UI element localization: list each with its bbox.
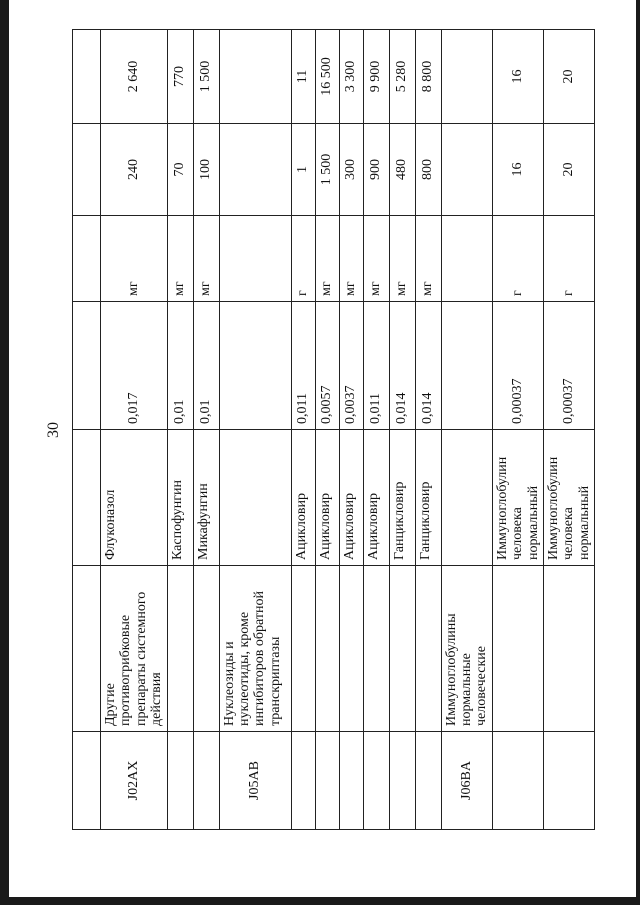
cell-dose: 16 bbox=[492, 124, 543, 216]
cell-atc bbox=[73, 732, 101, 830]
cell-ddd: 0,017 bbox=[101, 302, 168, 430]
cell-atc: J05AB bbox=[219, 732, 291, 830]
cell-unit: мг bbox=[167, 216, 193, 302]
cell-dose: 70 bbox=[167, 124, 193, 216]
table-row bbox=[193, 30, 219, 830]
cell-atc bbox=[389, 732, 415, 830]
cell-group bbox=[543, 566, 594, 732]
scan-edge-right bbox=[636, 0, 640, 905]
cell-dose: 800 bbox=[415, 124, 441, 216]
cell-ddd: 0,00037 bbox=[543, 302, 594, 430]
cell-group bbox=[73, 566, 101, 732]
cell-unit: мг bbox=[101, 216, 168, 302]
cell-ddd: 0,011 bbox=[291, 302, 315, 430]
cell-amount: 1 500 bbox=[193, 30, 219, 124]
cell-unit bbox=[219, 216, 291, 302]
cell-amount: 16 bbox=[492, 30, 543, 124]
cell-group bbox=[315, 566, 339, 732]
cell-unit bbox=[73, 216, 101, 302]
cell-amount: 3 300 bbox=[339, 30, 363, 124]
table-row bbox=[219, 30, 291, 830]
cell-ddd bbox=[73, 302, 101, 430]
cell-unit: г bbox=[543, 216, 594, 302]
table-row bbox=[73, 30, 101, 830]
cell-atc: J06BA bbox=[441, 732, 492, 830]
cell-unit: мг bbox=[363, 216, 389, 302]
cell-amount: 16 500 bbox=[315, 30, 339, 124]
cell-drug bbox=[219, 430, 291, 566]
cell-drug: Иммуноглобулин человека нормальный bbox=[543, 430, 594, 566]
cell-unit: мг bbox=[415, 216, 441, 302]
cell-ddd: 0,01 bbox=[167, 302, 193, 430]
cell-atc bbox=[291, 732, 315, 830]
cell-drug bbox=[73, 430, 101, 566]
cell-dose: 1 500 bbox=[315, 124, 339, 216]
cell-drug: Ацикловир bbox=[339, 430, 363, 566]
table-row bbox=[363, 30, 389, 830]
cell-ddd: 0,014 bbox=[415, 302, 441, 430]
cell-atc bbox=[415, 732, 441, 830]
cell-group bbox=[415, 566, 441, 732]
cell-group: Иммуноглобулины нормальные человеческие bbox=[441, 566, 492, 732]
cell-atc bbox=[543, 732, 594, 830]
cell-group bbox=[492, 566, 543, 732]
cell-group bbox=[389, 566, 415, 732]
table-row bbox=[389, 30, 415, 830]
cell-dose bbox=[441, 124, 492, 216]
table-row bbox=[415, 30, 441, 830]
table-row bbox=[441, 30, 492, 830]
cell-dose: 1 bbox=[291, 124, 315, 216]
table-row bbox=[492, 30, 543, 830]
cell-atc bbox=[193, 732, 219, 830]
cell-amount: 2 640 bbox=[101, 30, 168, 124]
cell-unit: мг bbox=[193, 216, 219, 302]
cell-drug: Флуконазол bbox=[101, 430, 168, 566]
cell-group: Нуклеозиды и нуклеотиды, кроме ингибиторов обратной транскриптазы bbox=[219, 566, 291, 732]
table-row bbox=[315, 30, 339, 830]
drug-table-container bbox=[72, 30, 592, 830]
cell-group bbox=[291, 566, 315, 732]
table-row bbox=[167, 30, 193, 830]
cell-ddd: 0,0057 bbox=[315, 302, 339, 430]
cell-unit: мг bbox=[339, 216, 363, 302]
cell-drug: Каспофунгин bbox=[167, 430, 193, 566]
cell-amount bbox=[441, 30, 492, 124]
cell-drug bbox=[441, 430, 492, 566]
cell-group bbox=[363, 566, 389, 732]
cell-amount bbox=[73, 30, 101, 124]
cell-ddd: 0,011 bbox=[363, 302, 389, 430]
scan-edge-left bbox=[0, 0, 9, 905]
cell-group: Другие противогрибковые препараты системного действия bbox=[101, 566, 168, 732]
table-row bbox=[543, 30, 594, 830]
table-row bbox=[291, 30, 315, 830]
cell-unit: мг bbox=[389, 216, 415, 302]
cell-atc: J02AX bbox=[101, 732, 168, 830]
cell-group bbox=[339, 566, 363, 732]
cell-group bbox=[167, 566, 193, 732]
cell-dose: 20 bbox=[543, 124, 594, 216]
table-row bbox=[101, 30, 168, 830]
cell-ddd: 0,00037 bbox=[492, 302, 543, 430]
cell-unit bbox=[441, 216, 492, 302]
cell-dose: 100 bbox=[193, 124, 219, 216]
cell-atc bbox=[167, 732, 193, 830]
cell-ddd: 0,01 bbox=[193, 302, 219, 430]
drug-table bbox=[72, 29, 595, 830]
cell-unit: мг bbox=[315, 216, 339, 302]
cell-ddd bbox=[441, 302, 492, 430]
cell-atc bbox=[363, 732, 389, 830]
cell-amount bbox=[219, 30, 291, 124]
cell-unit: г bbox=[492, 216, 543, 302]
cell-ddd: 0,014 bbox=[389, 302, 415, 430]
cell-atc bbox=[315, 732, 339, 830]
cell-unit: г bbox=[291, 216, 315, 302]
scan-edge-bottom bbox=[0, 897, 640, 905]
cell-dose: 900 bbox=[363, 124, 389, 216]
cell-ddd bbox=[219, 302, 291, 430]
cell-amount: 9 900 bbox=[363, 30, 389, 124]
cell-drug: Ацикловир bbox=[363, 430, 389, 566]
cell-group bbox=[193, 566, 219, 732]
cell-amount: 5 280 bbox=[389, 30, 415, 124]
cell-amount: 20 bbox=[543, 30, 594, 124]
cell-dose bbox=[73, 124, 101, 216]
cell-atc bbox=[339, 732, 363, 830]
cell-dose: 480 bbox=[389, 124, 415, 216]
page-number: 30 bbox=[45, 422, 62, 438]
cell-drug: Иммуноглобулин человека нормальный bbox=[492, 430, 543, 566]
cell-drug: Микафунгин bbox=[193, 430, 219, 566]
cell-amount: 11 bbox=[291, 30, 315, 124]
cell-drug: Ацикловир bbox=[315, 430, 339, 566]
cell-drug: Ацикловир bbox=[291, 430, 315, 566]
cell-drug: Ганцикловир bbox=[415, 430, 441, 566]
cell-amount: 770 bbox=[167, 30, 193, 124]
cell-dose: 240 bbox=[101, 124, 168, 216]
cell-amount: 8 800 bbox=[415, 30, 441, 124]
cell-dose bbox=[219, 124, 291, 216]
cell-atc bbox=[492, 732, 543, 830]
cell-ddd: 0,0037 bbox=[339, 302, 363, 430]
cell-drug: Ганцикловир bbox=[389, 430, 415, 566]
table-row bbox=[339, 30, 363, 830]
cell-dose: 300 bbox=[339, 124, 363, 216]
